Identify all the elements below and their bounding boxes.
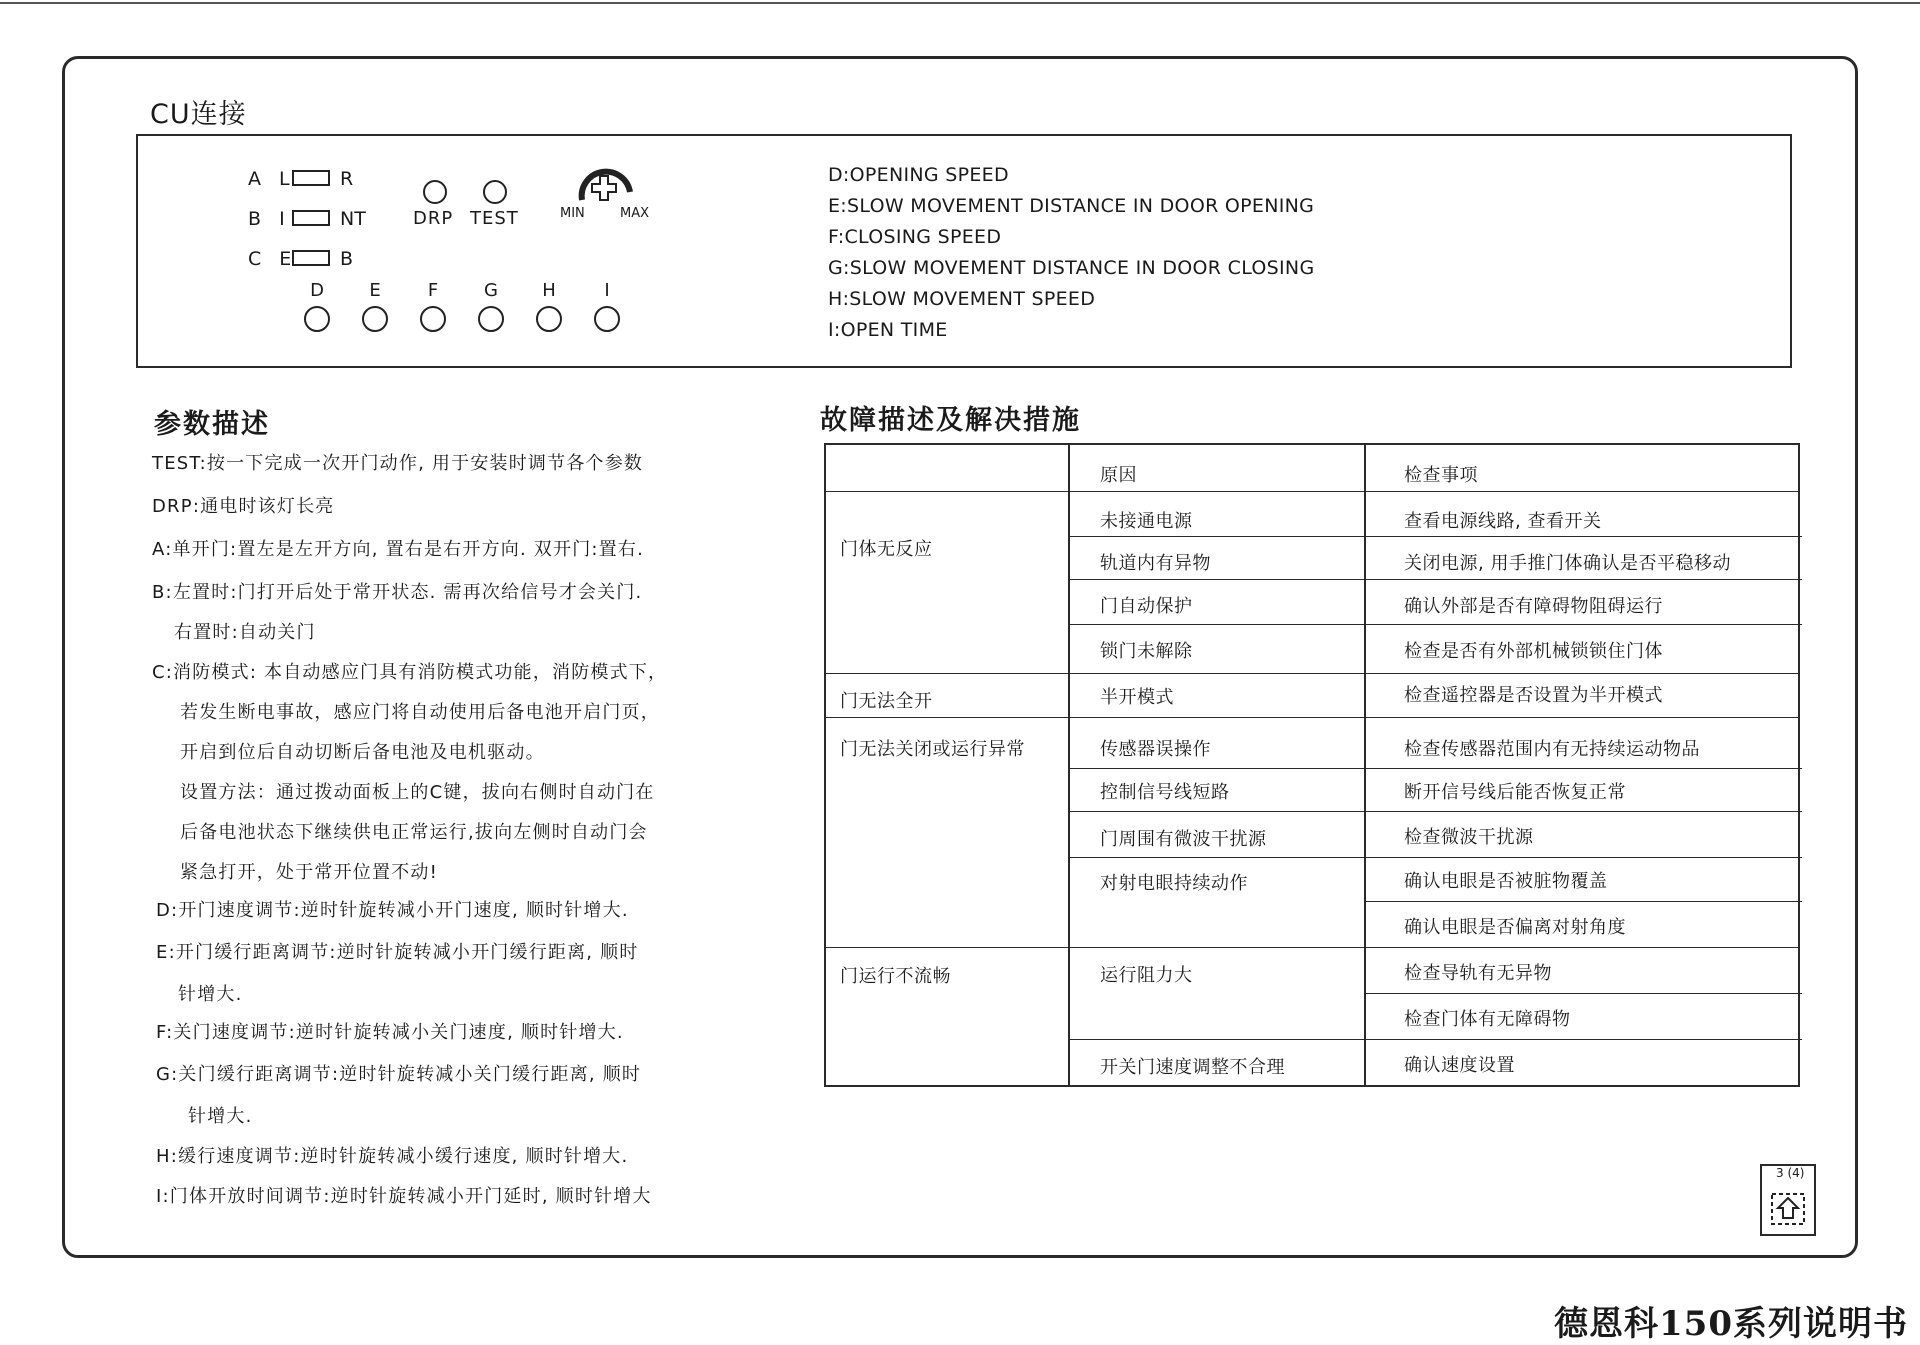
param-line: A:单开门:置左是左开方向, 置右是右开方向. 双开门:置右. <box>152 539 644 560</box>
legend-e: E:SLOW MOVEMENT DISTANCE IN DOOR OPENING <box>828 195 1315 217</box>
param-line: 设置方法：通过拨动面板上的C键，拔向右侧时自动门在 <box>180 782 655 803</box>
switch-a[interactable] <box>292 170 330 186</box>
cause-cell: 开关门速度调整不合理 <box>1100 1057 1285 1078</box>
switch-b[interactable] <box>292 210 330 226</box>
param-line: 针增大. <box>178 984 243 1005</box>
param-line: D:开门速度调节:逆时针旋转减小开门速度, 顺时针增大. <box>156 900 629 921</box>
check-cell: 关闭电源, 用手推门体确认是否平稳移动 <box>1404 553 1731 574</box>
check-cell: 查看电源线路, 查看开关 <box>1404 511 1602 532</box>
switch-c[interactable] <box>292 250 330 266</box>
switch-b-right: NT <box>340 208 366 230</box>
drp-label: DRP <box>413 208 454 229</box>
check-cell: 检查是否有外部机械锁锁住门体 <box>1404 641 1663 662</box>
fault-table <box>824 443 1800 1087</box>
param-line: C:消防模式: 本自动感应门具有消防模式功能，消防模式下， <box>152 662 668 683</box>
pot-f[interactable] <box>420 306 446 332</box>
cause-cell: 传感器误操作 <box>1100 739 1211 760</box>
footer-title: 德恩科150系列说明书 <box>1554 1304 1908 1344</box>
header-check: 检查事项 <box>1404 465 1478 486</box>
switch-c-right: B <box>340 248 354 270</box>
param-line: 针增大. <box>188 1106 253 1127</box>
pot-e[interactable] <box>362 306 388 332</box>
pot-g-label: G <box>484 280 498 301</box>
cu-panel <box>136 134 1792 368</box>
param-line: B:左置时:门打开后处于常开状态. 需再次给信号才会关门. <box>152 582 643 603</box>
pot-d-label: D <box>310 280 324 301</box>
legend-g: G:SLOW MOVEMENT DISTANCE IN DOOR CLOSING <box>828 257 1315 279</box>
legend-f: F:CLOSING SPEED <box>828 226 1002 248</box>
header-cause: 原因 <box>1100 465 1137 486</box>
pot-h[interactable] <box>536 306 562 332</box>
pot-i-label: I <box>604 280 610 301</box>
check-cell: 检查导轨有无异物 <box>1404 963 1552 984</box>
cause-cell: 运行阻力大 <box>1100 965 1193 986</box>
switch-a-right: R <box>340 168 354 190</box>
cause-cell: 门自动保护 <box>1100 596 1193 617</box>
symptom-cell: 门无法全开 <box>840 691 933 712</box>
test-label: TEST <box>470 208 519 229</box>
pot-d[interactable] <box>304 306 330 332</box>
top-rule <box>0 2 1920 4</box>
legend-d: D:OPENING SPEED <box>828 164 1009 186</box>
param-line: 紧急打开，处于常开位置不动! <box>180 862 439 883</box>
cause-cell: 锁门未解除 <box>1100 641 1193 662</box>
cause-cell: 门周围有微波干扰源 <box>1100 829 1267 850</box>
check-cell: 检查门体有无障碍物 <box>1404 1009 1571 1030</box>
check-cell: 确认外部是否有障碍物阻碍运行 <box>1404 596 1663 617</box>
cu-title: CU连接 <box>150 99 247 130</box>
legend-h: H:SLOW MOVEMENT SPEED <box>828 288 1096 310</box>
check-cell: 检查遥控器是否设置为半开模式 <box>1404 685 1663 706</box>
check-cell: 断开信号线后能否恢复正常 <box>1404 782 1626 803</box>
cause-cell: 控制信号线短路 <box>1100 782 1230 803</box>
drp-indicator <box>423 180 447 204</box>
param-line: 后备电池状态下继续供电正常运行,拔向左侧时自动门会 <box>180 822 648 843</box>
home-icon[interactable] <box>1770 1190 1806 1226</box>
check-cell: 检查微波干扰源 <box>1404 827 1534 848</box>
switch-b-label: B I <box>248 208 291 230</box>
check-cell: 确认电眼是否偏离对射角度 <box>1404 917 1626 938</box>
knob-min-label: MIN <box>560 206 585 221</box>
switch-c-label: C E <box>248 248 298 270</box>
cause-cell: 未接通电源 <box>1100 511 1193 532</box>
symptom-cell: 门体无反应 <box>840 539 933 560</box>
check-cell: 确认速度设置 <box>1404 1055 1515 1076</box>
param-line: F:关门速度调节:逆时针旋转减小关门速度, 顺时针增大. <box>156 1022 624 1043</box>
cause-cell: 半开模式 <box>1100 687 1174 708</box>
param-line: TEST:按一下完成一次开门动作, 用于安装时调节各个参数 <box>152 453 644 474</box>
pot-i[interactable] <box>594 306 620 332</box>
param-line: DRP:通电时该灯长亮 <box>152 496 335 517</box>
pot-g[interactable] <box>478 306 504 332</box>
symptom-cell: 门无法关闭或运行异常 <box>840 739 1025 760</box>
check-cell: 检查传感器范围内有无持续运动物品 <box>1404 739 1700 760</box>
param-line: 右置时:自动关门 <box>174 622 316 643</box>
cause-cell: 轨道内有异物 <box>1100 553 1211 574</box>
faults-title: 故障描述及解决措施 <box>820 405 1081 436</box>
param-line: I:门体开放时间调节:逆时针旋转减小开门延时, 顺时针增大 <box>156 1186 652 1207</box>
param-line: G:关门缓行距离调节:逆时针旋转减小关门缓行距离, 顺时 <box>156 1064 642 1085</box>
symptom-cell: 门运行不流畅 <box>840 966 951 987</box>
legend-i: I:OPEN TIME <box>828 319 948 341</box>
param-line: E:开门缓行距离调节:逆时针旋转减小开门缓行距离, 顺时 <box>156 942 639 963</box>
switch-a-label: A L <box>248 168 296 190</box>
params-title: 参数描述 <box>154 409 270 440</box>
param-line: 若发生断电事故，感应门将自动使用后备电池开启门页， <box>180 702 660 723</box>
check-cell: 确认电眼是否被脏物覆盖 <box>1404 871 1608 892</box>
knob-icon[interactable] <box>572 162 642 212</box>
page-number: 3 (4) <box>1776 1166 1805 1180</box>
param-line: 开启到位后自动切断后备电池及电机驱动。 <box>180 742 545 763</box>
pot-f-label: F <box>427 280 439 301</box>
knob-max-label: MAX <box>620 206 650 221</box>
cause-cell: 对射电眼持续动作 <box>1100 873 1248 894</box>
pot-h-label: H <box>542 280 556 301</box>
param-line: H:缓行速度调节:逆时针旋转减小缓行速度, 顺时针增大. <box>156 1146 629 1167</box>
pot-e-label: E <box>369 280 381 301</box>
test-button[interactable] <box>483 180 507 204</box>
